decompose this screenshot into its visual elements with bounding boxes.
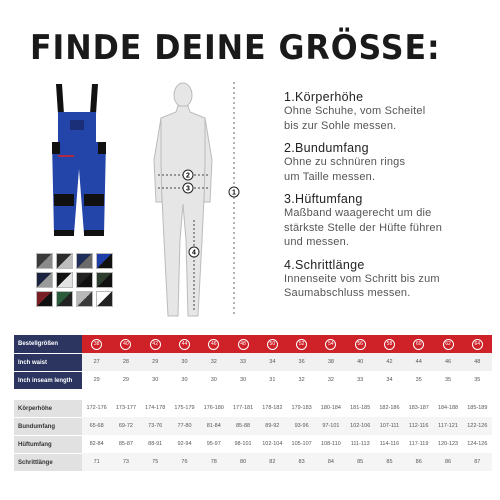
header-row (14, 335, 492, 353)
step-body-height (284, 90, 494, 133)
size-badge: 40 (120, 339, 131, 350)
table-cell: 102-104 (262, 441, 283, 447)
size-badge: 48 (238, 339, 249, 350)
step-heading: 3.Hüftumfang (284, 192, 363, 206)
table-cell: 177-181 (232, 405, 254, 411)
size-badge: 60 (413, 339, 424, 350)
table-cell: 48 (474, 359, 481, 365)
table-cell: 30 (210, 377, 217, 383)
color-swatch (56, 272, 73, 288)
size-cell (258, 339, 287, 350)
table-cell: 71 (93, 459, 100, 465)
table-cell: 88-91 (148, 441, 163, 447)
table-row (14, 435, 492, 453)
table-cell: 29 (93, 377, 100, 383)
table-cell: 40 (357, 359, 364, 365)
color-swatch (96, 272, 113, 288)
table-cell: 78 (210, 459, 217, 465)
size-cell (111, 339, 140, 350)
table-cell: 105-107 (291, 441, 312, 447)
size-badge: 46 (208, 339, 219, 350)
step-waist (284, 141, 494, 184)
table-cell: 114-116 (379, 441, 400, 447)
table-cell: 85 (386, 459, 393, 465)
table-cell: 98-101 (234, 441, 252, 447)
table-cell: 75 (152, 459, 159, 465)
table-cell: 46 (444, 359, 452, 365)
size-cell (170, 339, 199, 350)
row-label: Bundumfang (14, 417, 82, 435)
size-cell (287, 339, 316, 350)
table-cell: 124-126 (467, 441, 488, 447)
table-cell: 38 (327, 359, 334, 365)
size-cell (316, 339, 345, 350)
measurement-steps (284, 90, 494, 309)
table-row (14, 417, 492, 435)
size-badge: 54 (325, 339, 336, 350)
table-cell: 172-176 (86, 405, 107, 411)
table-cell: 27 (93, 359, 100, 365)
color-swatch (96, 253, 113, 269)
table-cell: 112-116 (409, 423, 429, 429)
table-cell: 82 (269, 459, 276, 465)
table-cell: 69-72 (118, 423, 133, 429)
table-cell: 178-182 (262, 405, 283, 411)
table-cell: 33 (357, 377, 364, 383)
step-text: Ohne zu schnüren rings um Taille messen. (284, 156, 406, 183)
color-swatch (36, 272, 53, 288)
size-cell (141, 339, 170, 350)
step-inseam (284, 258, 494, 301)
size-cell (433, 339, 462, 350)
row-label: Hüftumfang (14, 435, 82, 453)
color-swatches (36, 253, 116, 307)
table-cell: 182-186 (379, 405, 400, 411)
size-badge: 56 (355, 339, 366, 350)
table-cell: 174-178 (145, 405, 166, 411)
table-cell: 73-76 (148, 423, 163, 429)
table-cell: 111-113 (350, 441, 370, 447)
table-cell: 97-101 (322, 423, 340, 429)
overall-image (48, 84, 110, 242)
table-cell: 92-94 (177, 441, 192, 447)
table-cell: 85-88 (236, 423, 251, 429)
table-cell: 87 (474, 459, 481, 465)
step-text: Maßband waagerecht um die stärkste Stelle der Hüfte führen und messen. (284, 207, 443, 248)
table-cell: 65-68 (89, 423, 104, 429)
table-cell: 89-92 (265, 423, 280, 429)
step-heading: 1.Körperhöhe (284, 90, 364, 104)
size-badge: 52 (296, 339, 307, 350)
table-cell: 176-180 (203, 405, 224, 411)
table-row (14, 453, 492, 471)
table-gap (14, 389, 492, 399)
table-cell: 33 (239, 359, 247, 365)
size-badge: 44 (179, 339, 190, 350)
table-cell: 34 (269, 359, 276, 365)
row-label: Inch inseam length (14, 371, 82, 389)
table-cell: 86 (415, 459, 422, 465)
size-badge: 64 (472, 339, 483, 350)
table-cell: 35 (474, 377, 481, 383)
table-cell: 82-84 (89, 441, 104, 447)
table-row (14, 371, 492, 389)
size-cell (463, 339, 492, 350)
table-cell: 30 (181, 377, 188, 383)
size-cell (346, 339, 375, 350)
table-cell: 80 (239, 459, 247, 465)
step-text: Ohne Schuhe, vom Scheitel bis zur Sohle messen. (284, 105, 426, 132)
table-row (14, 353, 492, 371)
table-cell: 31 (269, 377, 276, 383)
size-badge: 50 (267, 339, 278, 350)
table-cell: 35 (415, 377, 422, 383)
color-swatch (76, 291, 93, 307)
table-cell: 29 (152, 359, 159, 365)
color-swatch (76, 253, 93, 269)
table-cell: 32 (210, 359, 217, 365)
table-cell: 77-80 (177, 423, 192, 429)
table-cell: 32 (327, 377, 334, 383)
table-cell: 122-126 (467, 423, 488, 429)
color-swatch (96, 291, 113, 307)
size-badge: 38 (91, 339, 102, 350)
table-cell: 107-111 (379, 423, 400, 429)
table-row (14, 399, 492, 417)
table-cell: 108-110 (321, 441, 341, 447)
table-cell: 184-188 (437, 405, 459, 411)
color-swatch (56, 291, 73, 307)
table-cell: 44 (415, 359, 422, 365)
table-cell: 35 (444, 377, 452, 383)
table-cell: 36 (298, 359, 305, 365)
page-title: FINDE DEINE GRÖSSE: (30, 28, 441, 68)
color-swatch (36, 291, 53, 307)
marker-4: 4 (192, 249, 196, 257)
table-cell: 175-179 (174, 405, 195, 411)
size-cell (375, 339, 404, 350)
table-cell: 42 (386, 359, 393, 365)
table-cell: 84 (327, 459, 334, 465)
body-figure (150, 80, 260, 320)
marker-2: 2 (186, 172, 190, 180)
marker-1: 1 (232, 189, 236, 197)
table-cell: 95-97 (206, 441, 221, 447)
table-cell: 173-177 (115, 405, 137, 411)
row-label: Schrittlänge (14, 453, 82, 471)
size-cell (228, 339, 257, 350)
color-swatch (56, 253, 73, 269)
row-label: Körperhöhe (14, 399, 82, 417)
step-hip (284, 192, 494, 250)
size-cell (82, 339, 111, 350)
table-cell: 30 (152, 377, 159, 383)
table-cell: 181-185 (350, 405, 371, 411)
table-cell: 28 (122, 359, 129, 365)
table-cell: 183-187 (408, 405, 429, 411)
table-cell: 34 (386, 377, 393, 383)
table-cell: 179-183 (291, 405, 312, 411)
row-label: Inch waist (14, 353, 82, 371)
size-badge: 58 (384, 339, 395, 350)
table-cell: 32 (298, 377, 305, 383)
table-cell: 93-96 (294, 423, 309, 429)
step-heading: 4.Schrittlänge (284, 257, 365, 272)
table-cell: 29 (122, 377, 129, 383)
row-label: Bestellgrößen (14, 335, 82, 353)
table-cell: 73 (122, 459, 129, 465)
size-badge: 62 (443, 339, 454, 350)
table-cell: 86 (444, 459, 452, 465)
size-cell (404, 339, 433, 350)
table-cell: 30 (181, 359, 188, 365)
color-swatch (36, 253, 53, 269)
table-cell: 185-189 (467, 405, 488, 411)
table-cell: 81-84 (206, 423, 221, 429)
table-cell: 85 (357, 459, 364, 465)
table-cell: 85-87 (118, 441, 133, 447)
size-cell (199, 339, 228, 350)
table-cell: 117-119 (409, 441, 429, 447)
step-text: Innenseite vom Schritt bis zum Saumabschluss messen. (284, 272, 440, 299)
color-swatch (76, 272, 93, 288)
table-cell: 30 (239, 377, 247, 383)
size-badge: 42 (150, 339, 161, 350)
table-cell: 117-121 (438, 423, 458, 429)
table-cell: 83 (298, 459, 305, 465)
table-cell: 180-184 (320, 405, 341, 411)
marker-3: 3 (186, 185, 190, 193)
size-table (14, 335, 492, 471)
step-heading: 2.Bundumfang (284, 141, 369, 155)
table-cell: 120-123 (437, 441, 459, 447)
table-cell: 76 (181, 459, 188, 465)
table-cell: 102-106 (350, 423, 371, 429)
